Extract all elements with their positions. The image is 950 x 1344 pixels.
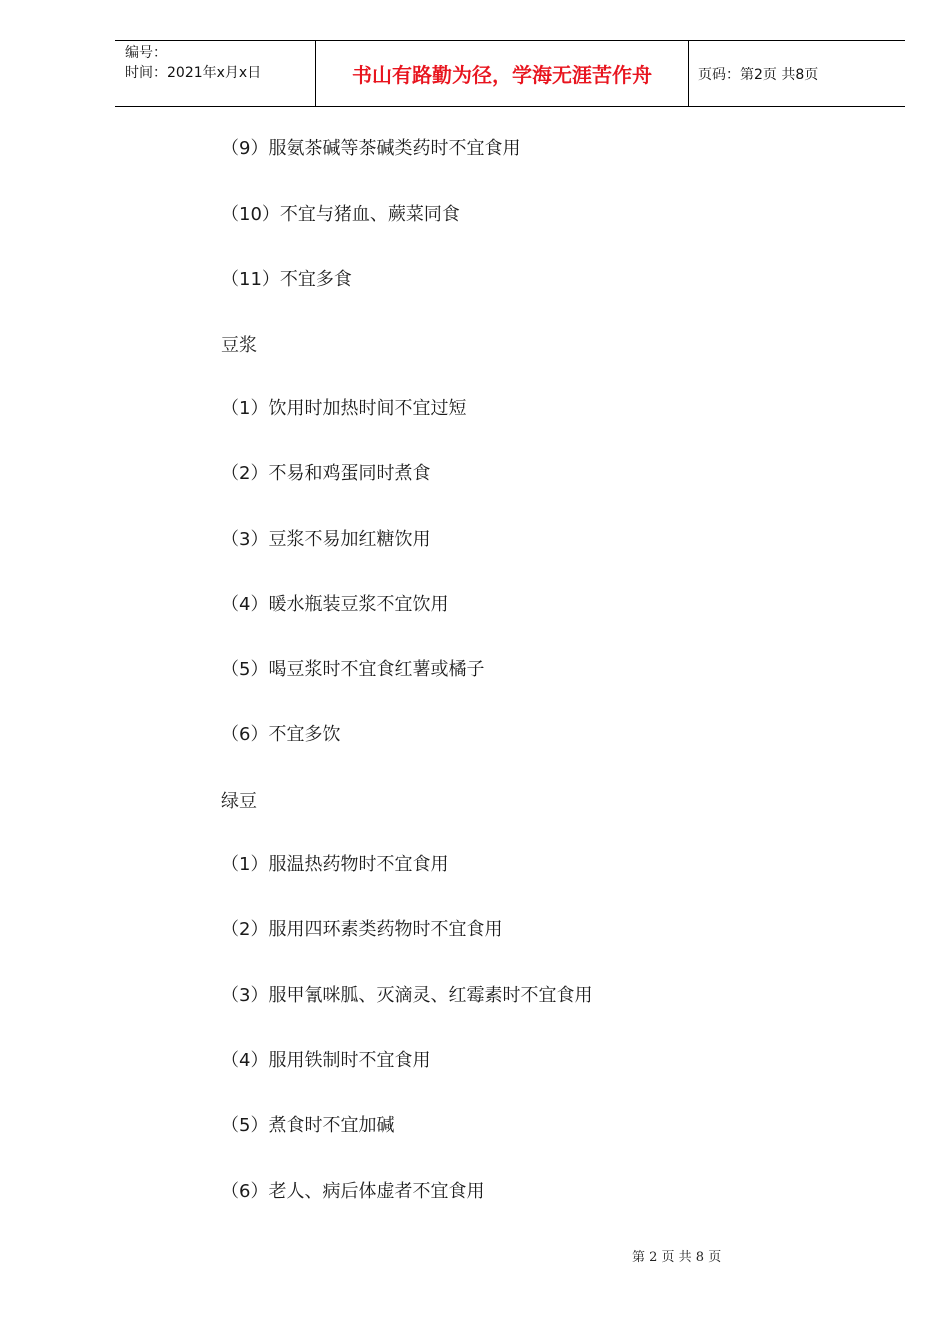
header-meta-cell <box>115 41 316 106</box>
header-motto: 书山有路勤为径，学海无涯苦作舟 <box>352 63 652 87</box>
body-line: （3）豆浆不易加红糖饮用 <box>221 529 431 550</box>
body-line: （3）服甲氰咪胍、灭滴灵、红霉素时不宜食用 <box>221 985 593 1006</box>
document-number-label: 编号： <box>125 45 167 61</box>
body-line: （5）煮食时不宜加碱 <box>221 1115 395 1136</box>
body-line: （4）暖水瓶装豆浆不宜饮用 <box>221 594 449 615</box>
body-line: （9）服氨茶碱等茶碱类药时不宜食用 <box>221 138 521 159</box>
header-page-info: 页码：第2页 共8页 <box>698 66 819 83</box>
document-time-label: 时间：2021年x月x日 <box>125 65 262 81</box>
body-line: （2）不易和鸡蛋同时煮食 <box>221 463 431 484</box>
section-heading: 豆浆 <box>221 335 257 356</box>
body-line: （2）服用四环素类药物时不宜食用 <box>221 919 503 940</box>
page-header <box>115 40 905 107</box>
section-heading: 绿豆 <box>221 791 257 812</box>
body-line: （4）服用铁制时不宜食用 <box>221 1050 431 1071</box>
body-line: （5）喝豆浆时不宜食红薯或橘子 <box>221 659 485 680</box>
header-page-cell <box>689 41 905 106</box>
body-line: （6）不宜多饮 <box>221 724 341 745</box>
body-line: （11）不宜多食 <box>221 269 352 290</box>
body-line: （1）服温热药物时不宜食用 <box>221 854 449 875</box>
body-line: （1）饮用时加热时间不宜过短 <box>221 398 467 419</box>
footer-page-number: 第 2 页 共 8 页 <box>632 1250 722 1265</box>
header-motto-cell <box>316 41 689 106</box>
body-line: （10）不宜与猪血、蕨菜同食 <box>221 204 460 225</box>
body-line: （6）老人、病后体虚者不宜食用 <box>221 1181 485 1202</box>
